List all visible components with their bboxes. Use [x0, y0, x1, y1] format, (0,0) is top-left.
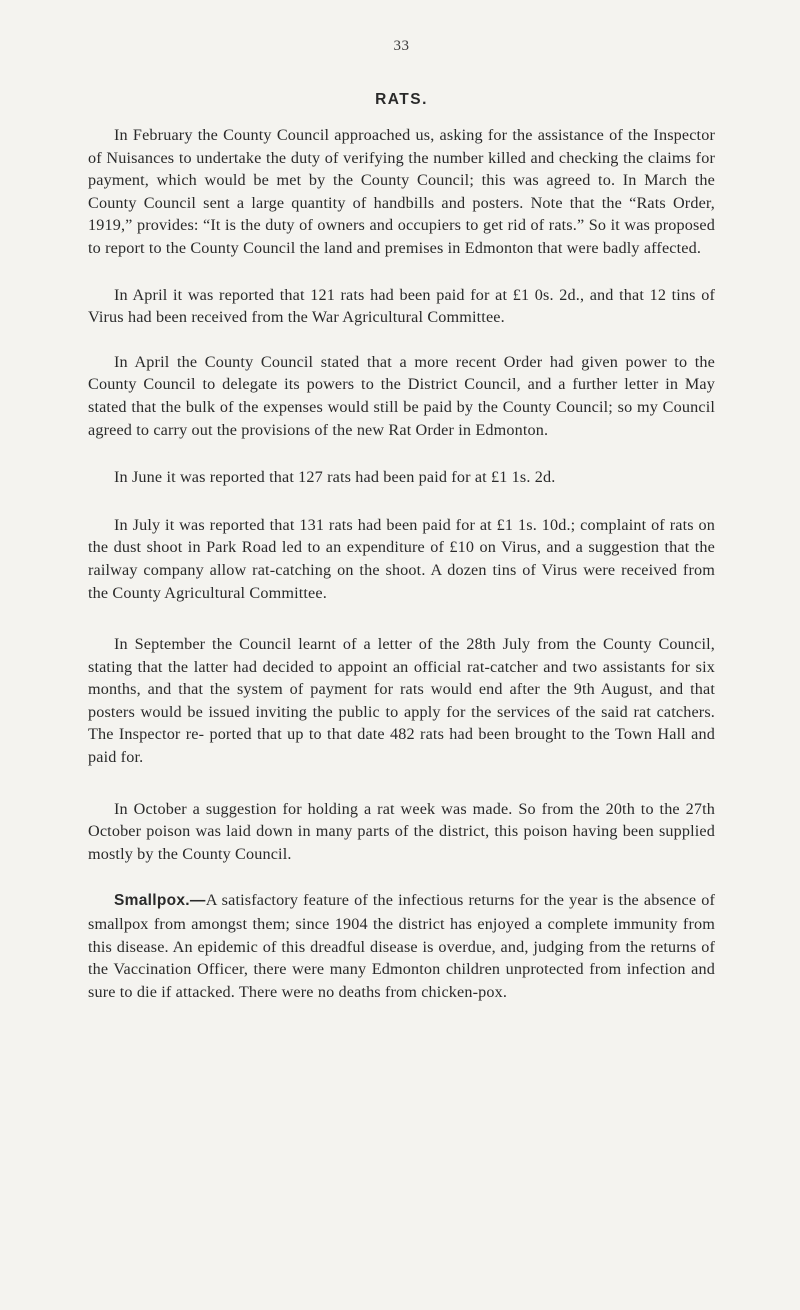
paragraph-april-order: In April the County Council stated that a more recent Order had given power to the County Council to delegate its powers to the District Council, and a further letter in May stated that the bulk of the expenses would still be paid by the County Council; so my Council agreed to carry out the provisions of the new Rat Order in Edmonton. — [88, 352, 715, 439]
paragraph-october: In October a suggestion for holding a rat week was made. So from the 20th to the 27th October poison was laid down in many parts of the district, this poison having been supplied mostly by the County Council. — [88, 799, 715, 863]
paragraph-april-payment: In April it was reported that 121 rats had been paid for at £1 0s. 2d., and that 12 tins of Virus had been received from the War Agricultural Committee. — [88, 285, 715, 327]
paragraph-smallpox — [88, 889, 715, 1003]
smallpox-heading: Smallpox.— — [114, 892, 206, 910]
paragraph-june: In June it was reported that 127 rats had been paid for at £1 1s. 2d. — [114, 468, 556, 487]
paragraph-september: In September the Council learnt of a letter of the 28th July from the County Council, stating that the latter had decided to appoint an official rat-catcher and two assistants for six months, and that the system of payment for rats would end after the 9th August, and that posters would be issued inviting the public to apply for the services of the said rat catchers. The Inspector re- ported that up to that date 482 rats had been brought to the Town Hall and paid for. — [88, 635, 715, 767]
smallpox-text: A satisfactory feature of the infectious returns for the year is the absence of smallpox from amongst them; since 1904 the district has enjoyed a complete immunity from this disease. An epidemic of this dreadful disease is overdue, and, judging from the returns of the Vaccination Officer, there were many Edmonton children unprotected from infection and sure to die if attacked. There were no deaths from chicken-pox. — [88, 891, 715, 1001]
paragraph-july: In July it was reported that 131 rats had been paid for at £1 1s. 10d.; complaint of rats on the dust shoot in Park Road led to an expenditure of £10 on Virus, and a suggestion that the railway company allow rat-catching on the shoot. A dozen tins of Virus were received from the County Agricultural Committee. — [88, 515, 715, 602]
paragraph-february: In February the County Council approached us, asking for the assistance of the Inspector of Nuisances to undertake the duty of verifying the number killed and checking the claims for payment, which would be met by the County Council; this was agreed to. In March the County Council sent a large quantity of handbills and posters. Note that the “Rats Order, 1919,” provides: “It is the duty of owners and occupiers to get rid of rats.” So it was proposed to report to the County Council the land and premises in Edmonton that were badly affected. — [88, 126, 715, 257]
page-number: 33 — [393, 38, 410, 54]
section-heading-rats: RATS. — [375, 91, 428, 108]
